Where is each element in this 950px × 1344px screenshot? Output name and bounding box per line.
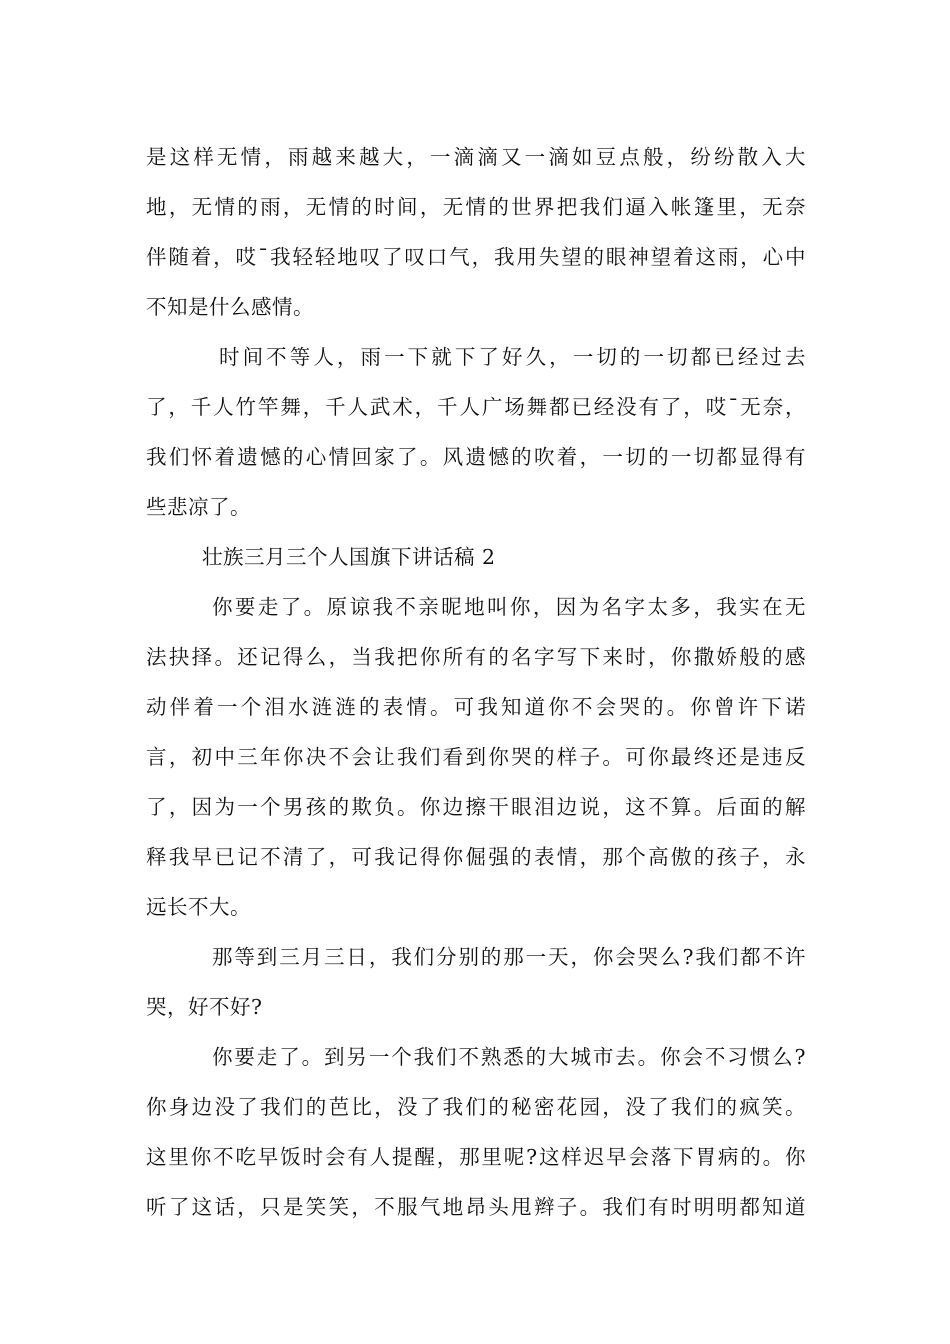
text-line: 释我早已记不清了，可我记得你倔强的表情，那个高傲的孩子，永 [146, 845, 806, 869]
text-line: 伴随着，哎¯我轻轻地叹了叹口气，我用失望的眼神望着这雨，心中 [146, 245, 806, 269]
document-page [146, 132, 806, 1232]
text-line: 言，初中三年你决不会让我们看到你哭的样子。可你最终还是违反 [146, 745, 806, 769]
text-line: 些悲凉了。 [146, 495, 251, 519]
section-heading: 壮族三月三个人国旗下讲话稿 2 [202, 545, 496, 569]
text-line: 听了这话，只是笑笑，不服气地昂头甩辫子。我们有时明明都知道 [146, 1195, 806, 1219]
text-line: 动伴着一个泪水涟涟的表情。可我知道你不会哭的。你曾许下诺 [146, 695, 806, 719]
text-line: 不知是什么感情。 [146, 295, 314, 319]
text-line: 了，千人竹竿舞，千人武术，千人广场舞都已经没有了，哎¯无奈， [146, 395, 806, 419]
text-line: 哭，好不好? [146, 995, 263, 1019]
text-line: 那等到三月三日，我们分别的那一天，你会哭么?我们都不许 [212, 945, 806, 969]
text-line: 这里你不吃早饭时会有人提醒，那里呢?这样迟早会落下胃病的。你 [146, 1145, 806, 1169]
text-line: 我们怀着遗憾的心情回家了。风遗憾的吹着，一切的一切都显得有 [146, 445, 806, 469]
text-line: 是这样无情，雨越来越大，一滴滴又一滴如豆点般，纷纷散入大 [146, 145, 806, 169]
text-line: 时间不等人，雨一下就下了好久，一切的一切都已经过去 [219, 345, 806, 369]
text-line: 你要走了。到另一个我们不熟悉的大城市去。你会不习惯么? [212, 1045, 806, 1069]
text-line: 远长不大。 [146, 895, 251, 919]
text-line: 你身边没了我们的芭比，没了我们的秘密花园，没了我们的疯笑。 [146, 1095, 806, 1119]
text-line: 了，因为一个男孩的欺负。你边擦干眼泪边说，这不算。后面的解 [146, 795, 806, 819]
text-line: 地，无情的雨，无情的时间，无情的世界把我们逼入帐篷里，无奈 [146, 195, 806, 219]
text-line: 你要走了。原谅我不亲昵地叫你，因为名字太多，我实在无 [212, 595, 806, 619]
text-line: 法抉择。还记得么，当我把你所有的名字写下来时，你撒娇般的感 [146, 645, 806, 669]
